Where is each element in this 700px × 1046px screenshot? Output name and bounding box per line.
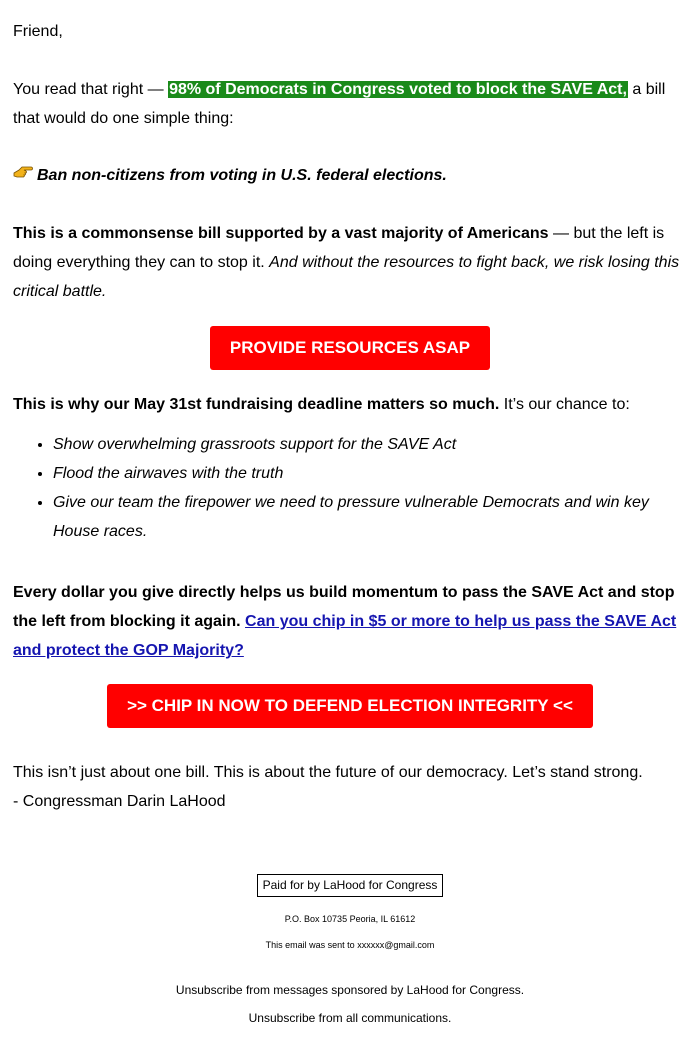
paid-for-disclaimer: Paid for by LaHood for Congress [257,874,444,897]
unsubscribe-all-link[interactable]: Unsubscribe from all communications. [248,1011,452,1025]
pointing-hand-icon [13,161,37,190]
greeting: Friend, [13,23,63,40]
deadline-bold: This is why our May 31st fundraising deadline matters so much. [13,396,500,413]
intro-tail: a bill that would do one simple thing: [13,81,666,127]
mailing-address: P.O. Box 10735 Peoria, IL 61612 [284,914,416,924]
goals-list [13,430,685,546]
key-point-text: Ban non-citizens from voting in U.S. federal elections. [37,167,447,184]
email-footer [0,874,700,1026]
unsubscribe-sponsored-link[interactable]: Unsubscribe from messages sponsored by LaHood for Congress. [175,983,525,997]
list-item: • Flood the airwaves with the truth [53,459,685,488]
intro-paragraph [13,75,685,133]
list-item: • Show overwhelming grassroots support for the SAVE Act [53,430,685,459]
closing-text: This isn’t just about one bill. This is about the future of our democracy. Let’s stand strong. [13,764,643,781]
highlighted-statistic: 98% of Democrats in Congress voted to block the SAVE Act, [169,81,627,98]
deadline-normal: It’s our chance to: [499,396,630,413]
donation-bold: Every dollar you give directly helps us build momentum to pass the SAVE Act and stop the left from blocking it again. [13,584,675,630]
sent-to-notice: This email was sent to xxxxxx@gmail.com [265,940,435,950]
commonsense-bold: This is a commonsense bill supported by a vast majority of Americans [13,225,549,242]
commonsense-paragraph [13,219,685,306]
chip-in-link[interactable]: Can you chip in $5 or more to help us pass the SAVE Act and protect the GOP Majority? [13,613,677,659]
commonsense-italic: And without the resources to fight back, we risk losing this critical battle. [13,254,680,300]
closing-paragraph [13,758,685,816]
commonsense-normal: — but the left is doing everything they can to stop it. [13,225,665,271]
provide-resources-button[interactable]: PROVIDE RESOURCES ASAP [210,326,490,370]
chip-in-button[interactable]: >> CHIP IN NOW TO DEFEND ELECTION INTEGRITY << [107,684,593,728]
list-item: • Give our team the firepower we need to pressure vulnerable Democrats and win key House races. [53,488,685,546]
deadline-paragraph [13,390,685,419]
donation-paragraph [13,578,685,665]
key-point [13,161,685,190]
intro-lead: You read that right — [13,81,169,98]
signature: - Congressman Darin LaHood [13,793,226,810]
